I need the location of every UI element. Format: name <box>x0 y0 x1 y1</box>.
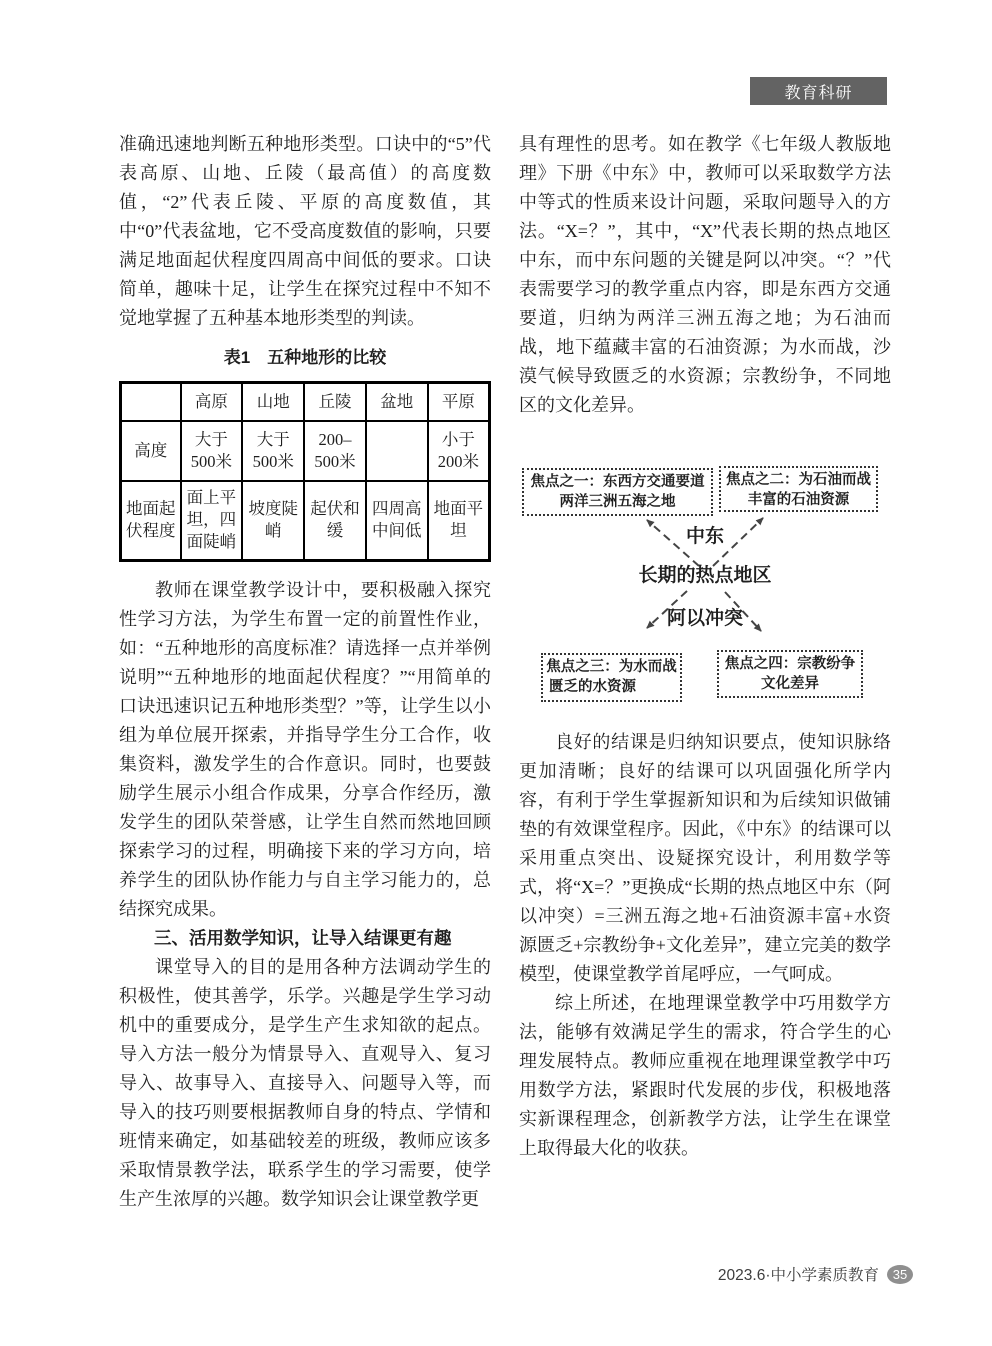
table-header-cell: 山地 <box>242 383 304 421</box>
section-badge: 教育科研 <box>750 77 887 105</box>
journal-footer <box>718 1263 913 1285</box>
diagram-center-hotspot: 长期的热点地区 <box>638 565 772 586</box>
table-cell: 大于500米 <box>242 421 304 481</box>
focus-box-4-detail: 文化差异 <box>761 676 819 692</box>
paragraph-conclusion: 综上所述，在地理课堂教学中巧用数学方法，能够有效满足学生的需求，符合学生的心理发展特点。教师应重视在地理课堂教学中巧用数学方法，紧跟时代发展的步伐，积极地落实新课程理念，创新教学方法，让学生在课堂上取得最大化的收获。 <box>519 993 891 1158</box>
table-header-cell: 盆地 <box>366 383 428 421</box>
focus-box-1-detail: 两洋三洲五海之地 <box>559 494 676 510</box>
table-cell: 200–500米 <box>304 421 366 481</box>
focus-box-4 <box>717 650 863 698</box>
paragraph-lesson-closing: 良好的结课是归纳知识要点，使知识脉络更加清晰；良好的结课可以巩固强化所学内容，有利于学生掌握新知识和为后续知识做铺垫的有效课堂程序。因此，《中东》的结课可以采用重点突出、设疑探究设计，利用数学等式，将“X=？”更换成“长期的热点地区中东（阿以冲突）=三洲五海之地+石油资源丰富+水资源匮乏+宗教纷争+文化差异”，建立完美的数学模型，使课堂教学首尾呼应，一气呵成。 <box>519 732 891 984</box>
paragraph-lesson-lead-in: 课堂导入的目的是用各种方法调动学生的积极性，使其善学，乐学。兴趣是学生学习动机中的重要成分，是学生产生求知欲的起点。导入方法一般分为情景导入、直观导入、复习导入、故事导入、直接导入、问题导入等，而导入的技巧则要根据教师自身的特点、学情和班情来确定，如基础较差的班级，教师应该多采取情景教学法，联系学生的学习需要，使学生产生浓厚的兴趣。数学知识会让课堂教学更 <box>119 957 491 1209</box>
diagram-center-conflict: 阿以冲突 <box>666 608 743 629</box>
page-number-badge: 35 <box>887 1265 913 1284</box>
table-header-cell: 丘陵 <box>304 383 366 421</box>
table-cell: 小于200米 <box>428 421 490 481</box>
table-caption: 表1 五种地形的比较 <box>223 348 387 367</box>
right-column <box>519 130 891 1163</box>
focus-box-2 <box>719 466 878 512</box>
row-label-cell: 地面起伏程度 <box>121 481 181 561</box>
paragraph-inquiry-learning: 教师在课堂教学设计中，要积极融入探究性学习方法，为学生布置一定的前置性作业，如：“五种地形的高度标准？请选择一点并举例说明”“五种地形的地面起伏程度？”“用简单的口诀迅速识记五种地形类型？”等，让学生以小组为单位展开探索，并指导学生分工合作，收集资料，激发学生的合作意识。同时，也要鼓励学生展示小组合作成果，分享合作经历，激发学生的团队荣誉感，让学生自然而然地回顾探索学习的过程，明确接下来的学习方向，培养学生的团队协作能力与自主学习能力的，总结探究成果。 <box>119 580 491 919</box>
table-cell: 四周高中间低 <box>366 481 428 561</box>
middle-east-focus-diagram <box>519 458 891 714</box>
table-cell: 面上平坦，四面陡峭 <box>181 481 243 561</box>
diagram-center-middle-east: 中东 <box>685 526 724 547</box>
table-row-height <box>121 421 490 481</box>
table-row-relief <box>121 481 490 561</box>
table-header-row <box>121 383 490 421</box>
table-header-cell <box>121 383 181 421</box>
focus-box-3-title: 焦点之三：为水而战 <box>546 659 677 675</box>
row-label-cell: 高度 <box>121 421 181 481</box>
focus-box-1 <box>522 468 713 516</box>
table-cell: 大于500米 <box>181 421 243 481</box>
focus-box-2-title: 焦点之二：为石油而战 <box>726 472 871 488</box>
table-cell: 起伏和缓 <box>304 481 366 561</box>
focus-box-3 <box>541 653 682 702</box>
paragraph-middle-east-design: 具有理性的思考。如在教学《七年级人教版地理》下册《中东》中，教师可以采取数学方法中等式的性质来设计问题，采取问题导入的方法。“X=？”，其中，“X”代表长期的热点地区中东，而中东问题的关键是阿以冲突。“？”代表需要学习的教学重点内容，即是东西方交通要道，归纳为两洋三洲五海之地；为石油而战，地下蕴藏丰富的石油资源；为水而战，沙漠气候导致匮乏的水资源；宗教纷争，不同地区的文化差异。 <box>519 134 891 415</box>
focus-box-4-title: 焦点之四：宗教纷争 <box>724 656 856 672</box>
issue-text: 2023.6·中小学素质教育 <box>717 1267 879 1284</box>
terrain-comparison-table <box>119 381 491 562</box>
paragraph-terrain-mnemonic: 准确迅速地判断五种地形类型。口诀中的“5”代表高原、山地、丘陵（最高值）的高度数值，“2”代表丘陵、平原的高度数值，其中“0”代表盆地，它不受高度数值的影响，只要满足地面起伏程度四周高中间低的要求。口诀简单，趣味十足，让学生在探究过程中不知不觉地掌握了五种基本地形类型的判读。 <box>119 134 491 328</box>
focus-box-3-detail: 匮乏的水资源 <box>549 679 636 695</box>
section-heading-3: 三、活用数学知识，让导入结课更有趣 <box>154 928 452 948</box>
left-column <box>119 130 491 1214</box>
table-header-cell: 平原 <box>428 383 490 421</box>
table-cell: 地面平坦 <box>428 481 490 561</box>
table-cell <box>366 421 428 481</box>
table-cell: 坡度陡峭 <box>242 481 304 561</box>
focus-box-2-detail: 丰富的石油资源 <box>747 492 850 508</box>
table-header-cell: 高原 <box>181 383 243 421</box>
focus-box-1-title: 焦点之一：东西方交通要道 <box>530 474 705 490</box>
